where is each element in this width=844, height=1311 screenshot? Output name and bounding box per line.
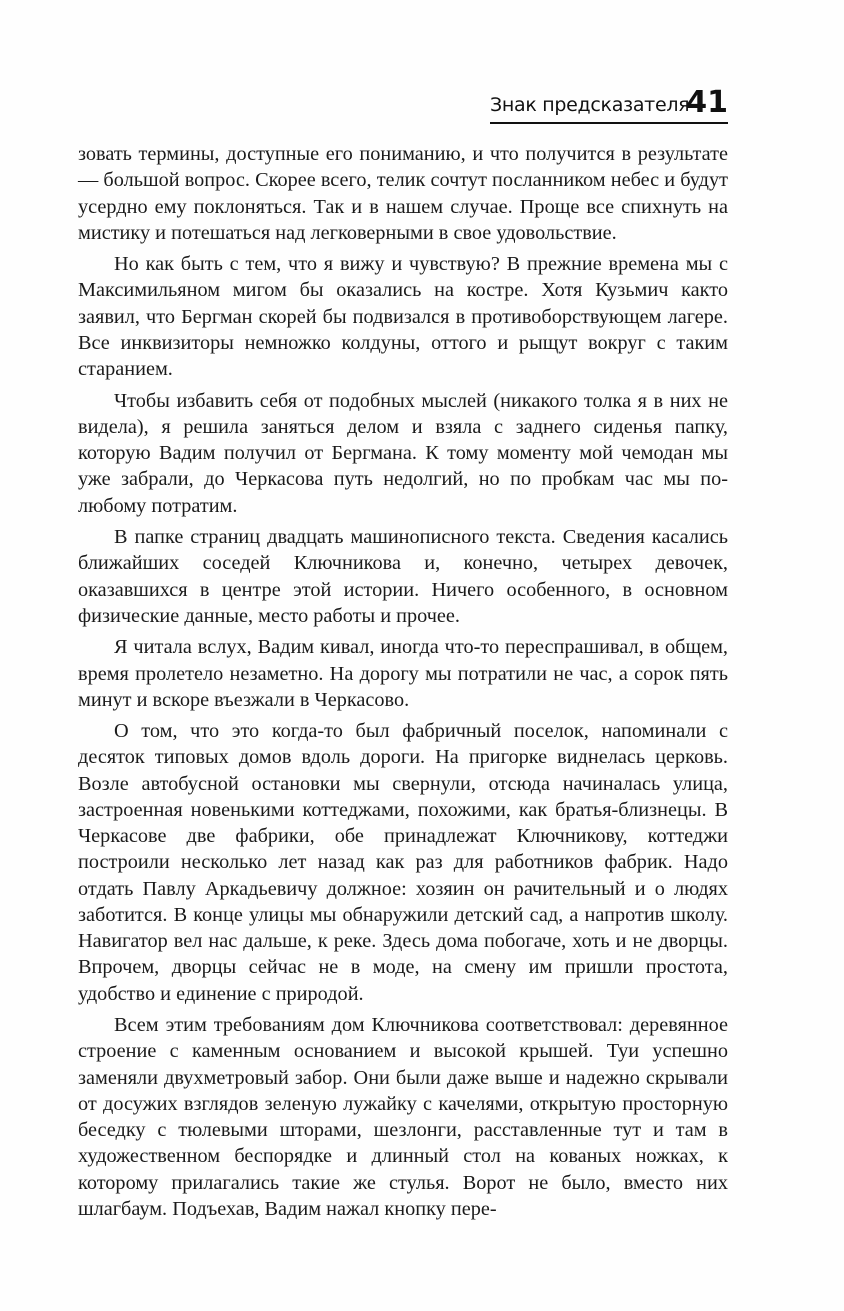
paragraph: О том, что это когда-то был фабричный поселок, напоминали с десяток типовых домов вдоль дороги. На пригорке виднелась церковь. Возле автобусной остановки мы свернули, отсюда начиналась улица, застроенная новенькими коттеджами, похожими, как братья-близнецы. В Черкасове две фабрики, обе принадлежат Ключникову, коттеджи построили несколько лет назад как раз для работников фабрик. Надо отдать Павлу Аркадьевичу должное: хозяин он рачительный и о людях заботится. В конце улицы мы обнаружили детский сад, а напротив школу. Навигатор вел нас дальше, к реке. Здесь дома побогаче, хоть и не дворцы. Впрочем, дворцы сейчас не в моде, на смену им пришли простота, удобство и единение с природой. (78, 720, 728, 1005)
page-number: 41 (686, 85, 728, 120)
paragraph: Чтобы избавить себя от подобных мыслей (никакого толка я в них не видела), я решила заняться делом и взяла с заднего сиденья папку, которую Вадим получил от Бергмана. К тому моменту мой чемодан мы уже забрали, до Черкасова путь недолгий, но по пробкам час мы по-любому потратим. (78, 389, 728, 517)
paragraph: зовать термины, доступные его пониманию, и что получится в результате — большой вопрос. Скорее всего, телик сочтут посланником небес и будут усердно ему поклоняться. Так и в нашем случае. Проще все спихнуть на мистику и потешаться над легковерными в свое удовольствие. (78, 143, 728, 244)
paragraph: Но как быть с тем, что я вижу и чувствую? В прежние времена мы с Максимильяном мигом бы оказались на костре. Хотя Кузьмич както заявил, что Бергман скорей бы подвизался в противоборствующем лагере. Все инквизиторы немножко колдуны, оттого и рыщут вокруг с таким старанием. (78, 253, 728, 381)
paragraph: Всем этим требованиям дом Ключникова соответствовал: деревянное строение с каменным основанием и высокой крышей. Туи успешно заменяли двухметровый забор. Они были даже выше и надежно скрывали от досужих взглядов зеленую лужайку с качелями, открытую просторную беседку с тюлевыми шторами, шезлонги, расставленные тут и там в художественном беспорядке и длинный стол на кованых ножках, к которому прилагались такие же стулья. Ворот не было, вместо них шлагбаум. Подъехав, Вадим нажал кнопку пере- (78, 1014, 728, 1220)
running-title: Знак предсказателя (490, 94, 690, 116)
paragraph: В папке страниц двадцать машинописного текста. Сведения касались ближайших соседей Ключникова и, конечно, четырех девочек, оказавшихся в центре этой истории. Ничего особенного, в основном физические данные, место работы и прочее. (78, 526, 728, 627)
body-text (78, 141, 728, 1227)
running-header (490, 86, 728, 124)
paragraph: Я читала вслух, Вадим кивал, иногда что-то переспрашивал, в общем, время пролетело незаметно. На дорогу мы потратили не час, а сорок пять минут и вскоре въезжали в Черкасово. (78, 636, 728, 711)
